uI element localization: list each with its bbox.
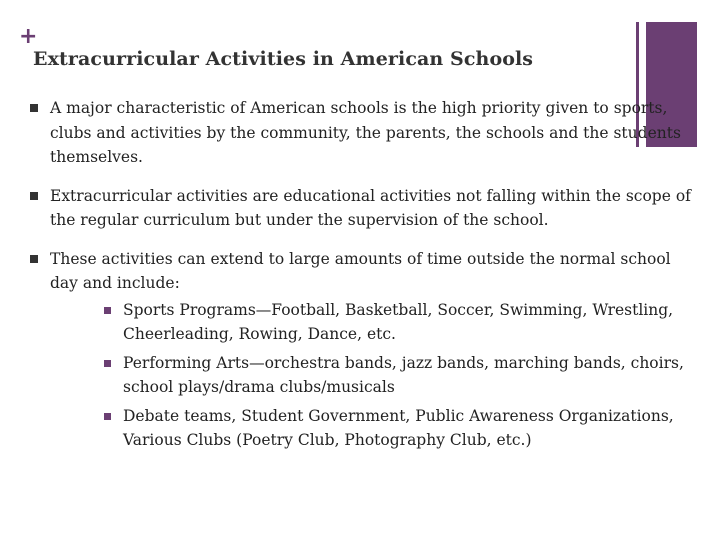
slide-title: Extracurricular Activities in American Schools — [33, 48, 534, 70]
sub-bullet-item — [104, 351, 700, 400]
plus-icon: + — [19, 24, 38, 49]
square-bullet-icon — [30, 192, 38, 200]
bullet-item — [30, 96, 700, 170]
bullet-text: A major characteristic of American schools is the high priority given to sports, clubs and activities by the community, the parents, the schools and the students themselves. — [50, 99, 681, 166]
bullet-item — [30, 247, 700, 453]
bullet-text: These activities can extend to large amounts of time outside the normal school day and include: — [50, 249, 671, 292]
sub-bullet-text: Debate teams, Student Government, Public Awareness Organizations, Various Clubs (Poetry Club, Photography Club, etc.) — [123, 406, 674, 449]
square-bullet-icon — [30, 255, 38, 263]
bullet-text: Extracurricular activities are educational activities not falling within the scope of the regular curriculum but under the supervision of the school. — [50, 186, 691, 229]
square-bullet-icon — [104, 413, 111, 420]
sub-bullet-text: Sports Programs—Football, Basketball, Soccer, Swimming, Wrestling, Cheerleading, Rowing, Dance, etc. — [123, 300, 674, 343]
slide-content — [30, 96, 700, 453]
sub-bullet-item — [104, 404, 700, 453]
bullet-item — [30, 184, 700, 233]
square-bullet-icon — [104, 360, 111, 367]
sub-bullet-item — [104, 298, 700, 347]
square-bullet-icon — [30, 104, 38, 112]
sub-bullet-text: Performing Arts—orchestra bands, jazz bands, marching bands, choirs, school plays/drama clubs/musicals — [123, 353, 684, 396]
square-bullet-icon — [104, 307, 111, 314]
sub-bullet-list — [50, 298, 700, 453]
